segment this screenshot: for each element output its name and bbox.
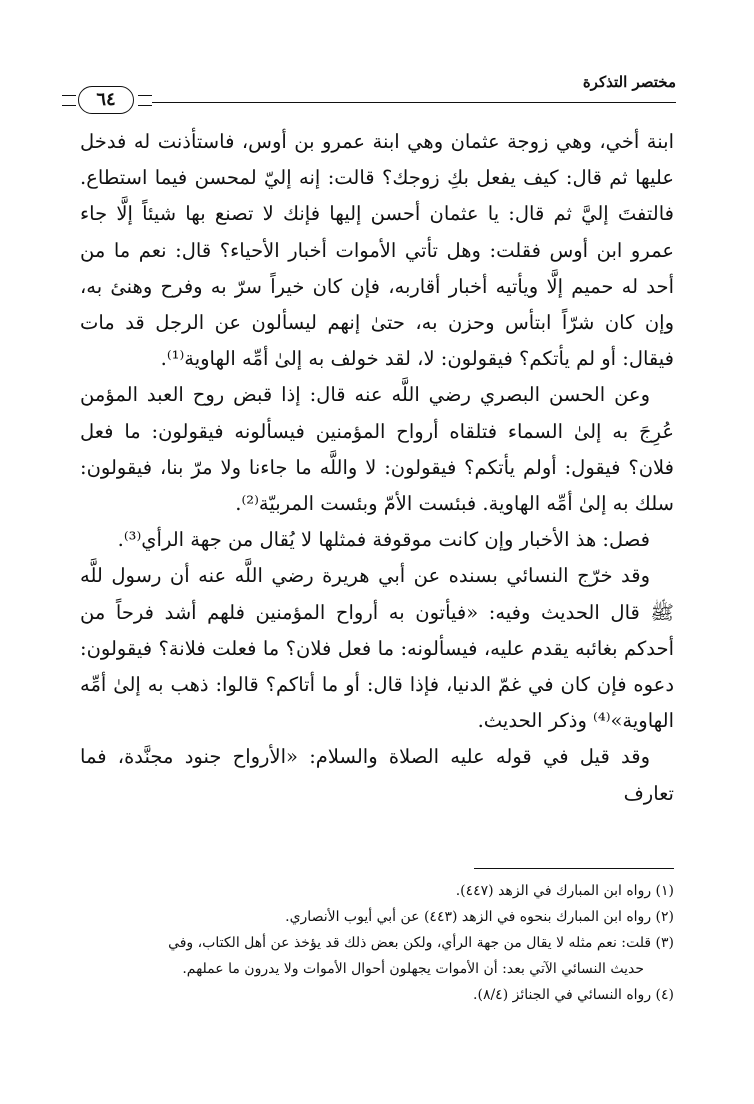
ornament-double-rule-left bbox=[62, 95, 76, 106]
ornament-double-rule-right bbox=[138, 95, 152, 106]
footnote: (٢) رواه ابن المبارك بنحوه في الزهد (٤٤٣) عن أبي أيوب الأنصاري. bbox=[285, 909, 674, 925]
main-text bbox=[80, 124, 674, 812]
header-rule bbox=[152, 102, 676, 103]
page-header bbox=[62, 64, 676, 112]
paragraph: وقد قيل في قوله عليه الصلاة والسلام: «الأرواح جنود مجنَّدة، فما تعارف bbox=[80, 745, 674, 805]
paragraph: ابنة أخي، وهي زوجة عثمان وهي ابنة عمرو بن أوس، فاستأذنت له فدخل عليها ثم قال: كيف يفعل بكِ زوجك؟ قالت: إنه إليّ لمحسن فيما استطاع. فالتفتَ إليَّ ثم قال: يا عثمان أحسن إليها فإنك لا تصنع بها شيئاً إلَّا جاء عمرو ابن أوس فقلت: وهل تأتي الأموات أخبار الأحياء؟ قال: نعم ما من أحد له حميم إلَّا ويأتيه أخبار أقاربه، فإن كان خيراً سرّ به وفرح وهنئ به، وإن كان شرّاً ابتأس وحزن به، حتىٰ إنهم ليسألون عن الرجل قد مات فيقال: أو لم يأتكم؟ فيقولون: لا، لقد خولف به إلىٰ أمِّه الهاوية⁽¹⁾. bbox=[80, 130, 674, 371]
footnote: (١) رواه ابن المبارك في الزهد (٤٤٧). bbox=[455, 883, 674, 899]
paragraph: فصل: هذ الأخبار وإن كانت موقوفة فمثلها لا يُقال من جهة الرأي⁽³⁾. bbox=[117, 528, 650, 552]
footnote-continuation: حديث النسائي الآتي بعد: أن الأموات يجهلون أحوال الأموات ولا يدرون ما عملهم. bbox=[182, 961, 644, 977]
page-number-ornament bbox=[62, 84, 152, 116]
running-title: مختصر التذكرة bbox=[582, 73, 676, 91]
footnote-separator bbox=[474, 868, 674, 869]
paragraph: وعن الحسن البصري رضي اللَّه عنه قال: إذا قبض روح العبد المؤمن عُرِجَ به إلىٰ السماء فتلقاه أرواح المؤمنين فيسألونه فيقولون: ما فعل فلان؟ فيقول: أولم يأتكم؟ فيقولون: لا واللَّه ما جاءنا ولا مرّ بنا، فيقولون: سلك به إلىٰ أمِّه الهاوية. فبئست الأمّ وبئست المربيّة⁽²⁾. bbox=[80, 383, 674, 516]
footnote: (٤) رواه النسائي في الجنائز (٨/٤). bbox=[473, 987, 674, 1003]
paragraph: وقد خرّج النسائي بسنده عن أبي هريرة رضي اللَّه عنه أن رسول للَّه ﷺ قال الحديث وفيه: «فيأتون به أرواح المؤمنين فلهم أشد فرحاً من أحدكم بغائبه يقدم عليه، فيسألونه: ما فعل فلان؟ ما فعلت فلانة؟ فيقولون: دعوه فإن كان في غمّ الدنيا، فإذا قال: أو ما أتاكم؟ قالوا: ذهب به إلىٰ أمِّه الهاوية»⁽⁴⁾ وذكر الحديث. bbox=[80, 564, 674, 733]
footnote: (٣) قلت: نعم مثله لا يقال من جهة الرأي، ولكن بعض ذلك قد يؤخذ عن أهل الكتاب، وفي bbox=[168, 935, 674, 951]
footnotes bbox=[80, 878, 674, 1008]
page-number: ٦٤ bbox=[78, 86, 134, 114]
